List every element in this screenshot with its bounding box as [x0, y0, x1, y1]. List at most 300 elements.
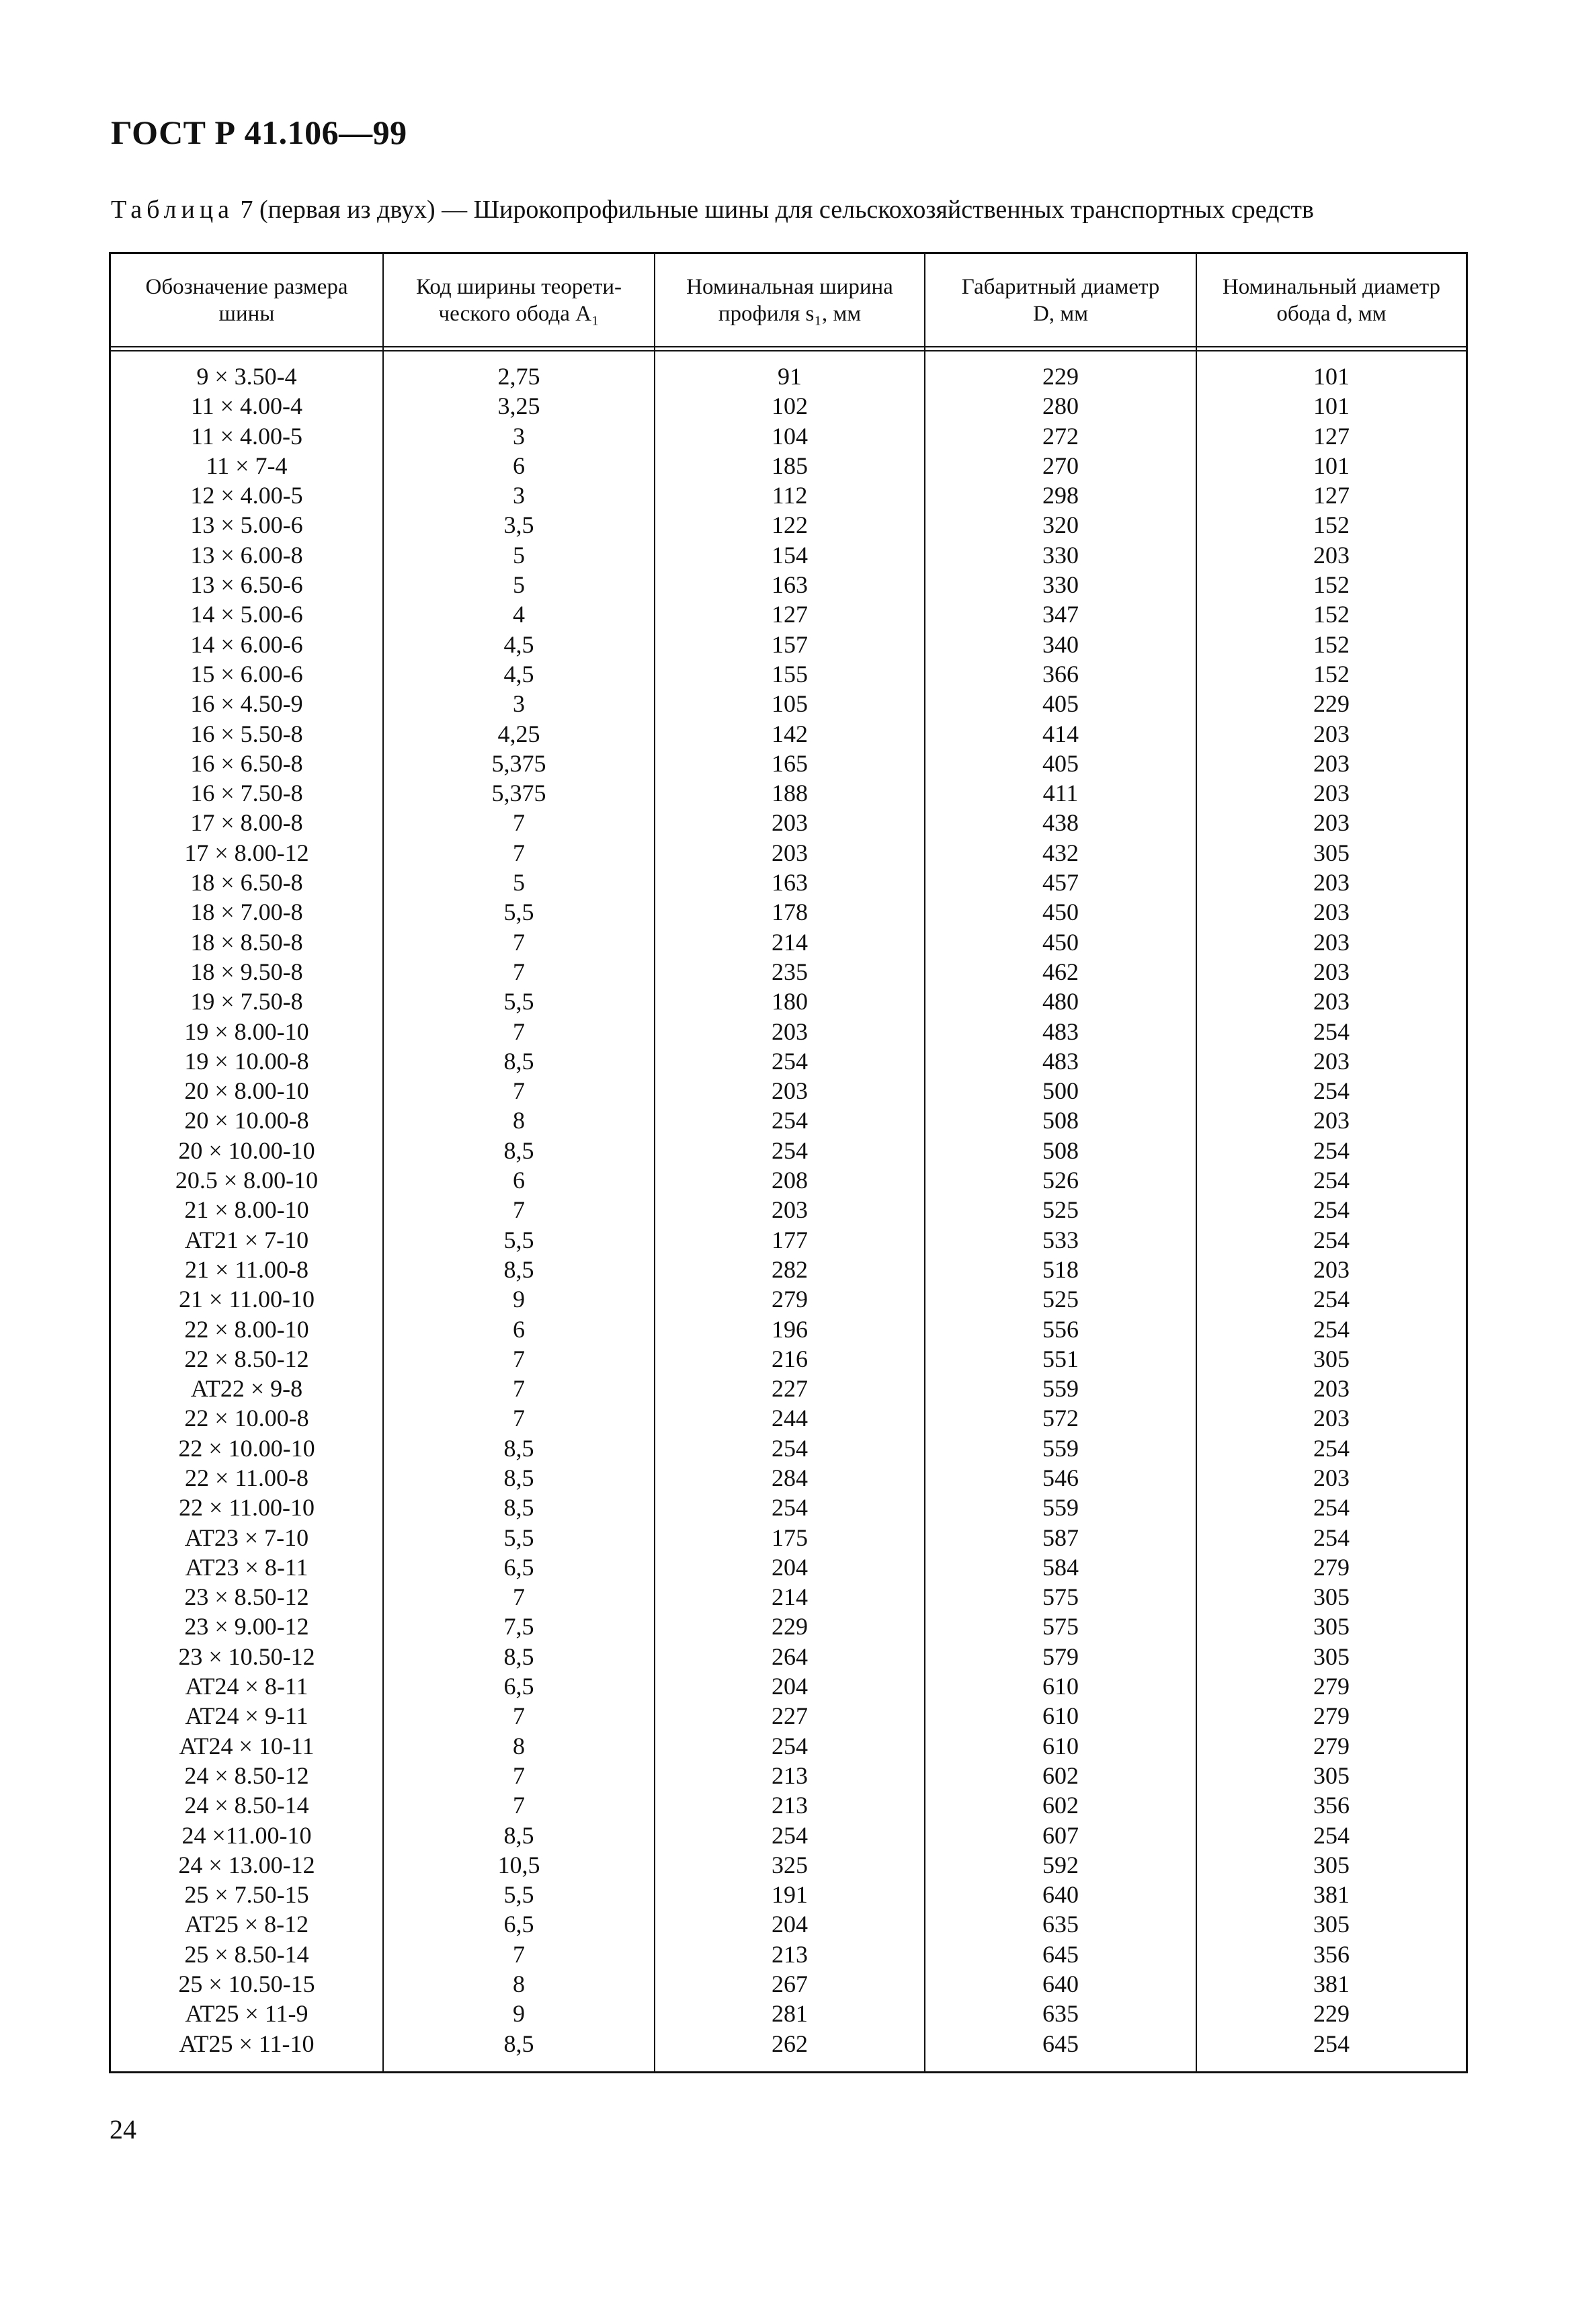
- rim-width-code-cell: 7: [513, 1018, 525, 1045]
- rim-width-code-cell: 6: [513, 1315, 525, 1343]
- size-designation-cell: AT25 × 11-10: [179, 2030, 315, 2057]
- table-row: [111, 510, 1466, 540]
- rim-diameter-cell: 203: [1313, 749, 1350, 777]
- rim-diameter-cell: 254: [1313, 1494, 1350, 1522]
- size-designation-cell: AT24 × 10-11: [179, 1732, 315, 1759]
- size-designation-cell: 13 × 6.50-6: [190, 571, 303, 599]
- rim-width-code-cell: 7: [513, 1077, 525, 1105]
- overall-diameter-cell: 525: [1042, 1286, 1079, 1313]
- section-width-cell: 91: [778, 363, 802, 390]
- column-header-section-width: Номинальная ширина профиля s₁, мм: [686, 274, 893, 326]
- table-row: [111, 1165, 1466, 1195]
- rim-diameter-cell: 305: [1313, 1613, 1350, 1641]
- table-row: [111, 1642, 1466, 1671]
- rim-width-code-cell: 8: [513, 1732, 525, 1759]
- rim-diameter-cell: 254: [1313, 1136, 1350, 1164]
- rim-diameter-cell: 305: [1313, 1583, 1350, 1611]
- rim-width-code-cell: 3: [513, 690, 525, 718]
- section-width-cell: 216: [772, 1345, 808, 1372]
- overall-diameter-cell: 579: [1042, 1643, 1079, 1670]
- rim-diameter-cell: 279: [1313, 1673, 1350, 1700]
- section-width-cell: 227: [772, 1702, 808, 1730]
- size-designation-cell: 24 × 8.50-12: [184, 1761, 309, 1789]
- rim-diameter-cell: 279: [1313, 1553, 1350, 1581]
- table-row: [111, 451, 1466, 481]
- table-row: [111, 1374, 1466, 1403]
- overall-diameter-cell: 575: [1042, 1583, 1079, 1611]
- table-row: [111, 1315, 1466, 1344]
- size-designation-cell: AT22 × 9-8: [190, 1375, 303, 1403]
- overall-diameter-cell: 450: [1042, 928, 1079, 956]
- rim-width-code-cell: 8,5: [503, 1643, 534, 1670]
- section-width-cell: 254: [772, 1136, 808, 1164]
- overall-diameter-cell: 610: [1042, 1702, 1079, 1730]
- overall-diameter-cell: 602: [1042, 1761, 1079, 1789]
- size-designation-cell: AT23 × 7-10: [184, 1524, 309, 1551]
- rim-diameter-cell: 203: [1313, 899, 1350, 926]
- section-width-cell: 214: [772, 928, 808, 956]
- section-width-cell: 254: [772, 1732, 808, 1759]
- size-designation-cell: 24 ×11.00-10: [181, 1821, 312, 1849]
- section-width-cell: 154: [772, 541, 808, 569]
- overall-diameter-cell: 584: [1042, 1553, 1079, 1581]
- table-row: [111, 1880, 1466, 1909]
- table-row: [111, 1821, 1466, 1850]
- overall-diameter-cell: 280: [1042, 392, 1079, 420]
- rim-diameter-cell: 203: [1313, 1375, 1350, 1403]
- table-row: [111, 1434, 1466, 1463]
- size-designation-cell: 20 × 10.00-8: [184, 1107, 309, 1134]
- overall-diameter-cell: 572: [1042, 1405, 1079, 1432]
- size-designation-cell: 18 × 6.50-8: [190, 869, 303, 897]
- column-header-size-designation: Обозначение размера шины: [145, 274, 348, 326]
- rim-width-code-cell: 6,5: [503, 1553, 534, 1581]
- rim-diameter-cell: 127: [1313, 482, 1350, 509]
- table-row: [111, 1671, 1466, 1701]
- rim-diameter-cell: 279: [1313, 1732, 1350, 1759]
- section-width-cell: 203: [772, 809, 808, 837]
- table-row: [111, 1076, 1466, 1106]
- overall-diameter-cell: 610: [1042, 1673, 1079, 1700]
- rim-width-code-cell: 7: [513, 1940, 525, 1968]
- rim-width-code-cell: 7: [513, 1196, 525, 1224]
- header-separator: [111, 346, 1466, 351]
- size-designation-cell: AT24 × 9-11: [185, 1702, 308, 1730]
- size-designation-cell: 13 × 6.00-8: [190, 541, 303, 569]
- section-width-cell: 180: [772, 988, 808, 1015]
- rim-width-code-cell: 8,5: [503, 1821, 534, 1849]
- size-designation-cell: 18 × 7.00-8: [190, 899, 303, 926]
- section-width-cell: 196: [772, 1315, 808, 1343]
- size-designation-cell: 23 × 9.00-12: [184, 1613, 309, 1641]
- section-width-cell: 229: [772, 1613, 808, 1641]
- size-designation-cell: 22 × 10.00-8: [184, 1405, 309, 1432]
- table-row: [111, 1106, 1466, 1135]
- rim-diameter-cell: 254: [1313, 1315, 1350, 1343]
- size-designation-cell: 23 × 10.50-12: [178, 1643, 315, 1670]
- rim-diameter-cell: 254: [1313, 1286, 1350, 1313]
- overall-diameter-cell: 559: [1042, 1494, 1079, 1522]
- rim-diameter-cell: 254: [1313, 1018, 1350, 1045]
- size-designation-cell: AT21 × 7-10: [184, 1226, 309, 1253]
- table-row: [111, 1523, 1466, 1552]
- size-designation-cell: 20 × 8.00-10: [184, 1077, 309, 1105]
- rim-diameter-cell: 152: [1313, 660, 1350, 688]
- rim-diameter-cell: 203: [1313, 988, 1350, 1015]
- rim-width-code-cell: 8,5: [503, 1255, 534, 1283]
- rim-width-code-cell: 7: [513, 1375, 525, 1403]
- table-row: [111, 1731, 1466, 1761]
- size-designation-cell: 19 × 7.50-8: [190, 988, 303, 1015]
- rim-diameter-cell: 381: [1313, 1881, 1350, 1909]
- rim-diameter-cell: 203: [1313, 1405, 1350, 1432]
- overall-diameter-cell: 298: [1042, 482, 1079, 509]
- rim-diameter-cell: 101: [1313, 452, 1350, 479]
- size-designation-cell: 22 × 10.00-10: [178, 1434, 315, 1462]
- overall-diameter-cell: 438: [1042, 809, 1079, 837]
- overall-diameter-cell: 366: [1042, 660, 1079, 688]
- rim-diameter-cell: 152: [1313, 571, 1350, 599]
- section-width-cell: 254: [772, 1494, 808, 1522]
- rim-diameter-cell: 254: [1313, 1196, 1350, 1224]
- rim-width-code-cell: 3: [513, 422, 525, 450]
- table-row: [111, 1552, 1466, 1582]
- table-row: [111, 897, 1466, 927]
- overall-diameter-cell: 483: [1042, 1047, 1079, 1075]
- caption-number: 7: [240, 196, 253, 224]
- size-designation-cell: 17 × 8.00-12: [184, 839, 309, 866]
- table-row: [111, 2029, 1466, 2059]
- table-row: [111, 481, 1466, 510]
- rim-width-code-cell: 4,25: [497, 720, 540, 747]
- size-designation-cell: 19 × 8.00-10: [184, 1018, 309, 1045]
- rim-width-code-cell: 4,5: [503, 660, 534, 688]
- overall-diameter-cell: 330: [1042, 571, 1079, 599]
- section-width-cell: 213: [772, 1940, 808, 1968]
- rim-diameter-cell: 229: [1313, 2000, 1350, 2028]
- column-header-overall-diameter: Габаритный диаметр D, мм: [961, 274, 1160, 326]
- overall-diameter-cell: 525: [1042, 1196, 1079, 1224]
- rim-width-code-cell: 5,375: [491, 780, 546, 807]
- rim-diameter-cell: 254: [1313, 1434, 1350, 1462]
- section-width-cell: 104: [772, 422, 808, 450]
- rim-diameter-cell: 203: [1313, 958, 1350, 985]
- table-row: [111, 1463, 1466, 1493]
- size-designation-cell: 11 × 4.00-5: [191, 422, 302, 450]
- overall-diameter-cell: 556: [1042, 1315, 1079, 1343]
- section-width-cell: 325: [772, 1851, 808, 1878]
- rim-diameter-cell: 305: [1313, 1643, 1350, 1670]
- overall-diameter-cell: 640: [1042, 1881, 1079, 1909]
- overall-diameter-cell: 559: [1042, 1375, 1079, 1403]
- document-code: ГОСТ Р 41.106—99: [111, 114, 407, 151]
- table-row: [111, 1701, 1466, 1731]
- section-width-cell: 214: [772, 1583, 808, 1611]
- table-row: [111, 1255, 1466, 1284]
- table-row: [111, 421, 1466, 451]
- section-width-cell: 163: [772, 869, 808, 897]
- rim-diameter-cell: 381: [1313, 1970, 1350, 1998]
- section-width-cell: 112: [772, 482, 808, 509]
- table-row: [111, 1761, 1466, 1790]
- size-designation-cell: 20 × 10.00-10: [178, 1136, 315, 1164]
- rim-diameter-cell: 305: [1313, 1851, 1350, 1878]
- rim-diameter-cell: 254: [1313, 2030, 1350, 2057]
- section-width-cell: 264: [772, 1643, 808, 1670]
- overall-diameter-cell: 587: [1042, 1524, 1079, 1551]
- overall-diameter-cell: 414: [1042, 720, 1079, 747]
- rim-diameter-cell: 254: [1313, 1167, 1350, 1194]
- size-designation-cell: 11 × 7-4: [206, 452, 288, 479]
- table-row: [111, 659, 1466, 689]
- rim-width-code-cell: 5,375: [491, 749, 546, 777]
- overall-diameter-cell: 526: [1042, 1167, 1079, 1194]
- rim-width-code-cell: 9: [513, 2000, 525, 2028]
- section-width-cell: 208: [772, 1167, 808, 1194]
- rim-width-code-cell: 3,25: [497, 392, 540, 420]
- rim-diameter-cell: 305: [1313, 1911, 1350, 1938]
- rim-diameter-cell: 152: [1313, 511, 1350, 539]
- rim-width-code-cell: 4: [513, 601, 525, 628]
- section-width-cell: 203: [772, 1077, 808, 1105]
- size-designation-cell: 16 × 6.50-8: [190, 749, 303, 777]
- table-row: [111, 1999, 1466, 2028]
- section-width-cell: 254: [772, 1434, 808, 1462]
- overall-diameter-cell: 645: [1042, 2030, 1079, 2057]
- section-width-cell: 279: [772, 1286, 808, 1313]
- section-width-cell: 105: [772, 690, 808, 718]
- rim-width-code-cell: 10,5: [497, 1851, 540, 1878]
- size-designation-cell: 17 × 8.00-8: [190, 809, 303, 837]
- table-body: [111, 362, 1466, 2059]
- rim-width-code-cell: 5: [513, 869, 525, 897]
- size-designation-cell: 24 × 8.50-14: [184, 1792, 309, 1819]
- overall-diameter-cell: 340: [1042, 630, 1079, 658]
- rim-diameter-cell: 279: [1313, 1702, 1350, 1730]
- table-row: [111, 599, 1466, 629]
- section-width-cell: 188: [772, 780, 808, 807]
- rim-width-code-cell: 5: [513, 541, 525, 569]
- overall-diameter-cell: 635: [1042, 2000, 1079, 2028]
- rim-diameter-cell: 305: [1313, 1761, 1350, 1789]
- table-row: [111, 630, 1466, 659]
- size-designation-cell: 22 × 11.00-8: [185, 1464, 308, 1491]
- section-width-cell: 227: [772, 1375, 808, 1403]
- rim-diameter-cell: 356: [1313, 1792, 1350, 1819]
- section-width-cell: 203: [772, 1196, 808, 1224]
- rim-width-code-cell: 7: [513, 928, 525, 956]
- overall-diameter-cell: 330: [1042, 541, 1079, 569]
- rim-width-code-cell: 8,5: [503, 1494, 534, 1522]
- overall-diameter-cell: 462: [1042, 958, 1079, 985]
- rim-width-code-cell: 5,5: [503, 1524, 534, 1551]
- table-row: [111, 1940, 1466, 1969]
- overall-diameter-cell: 518: [1042, 1255, 1079, 1283]
- rim-width-code-cell: 9: [513, 1286, 525, 1313]
- table-row: [111, 1790, 1466, 1820]
- rim-width-code-cell: 5: [513, 571, 525, 599]
- table-row: [111, 749, 1466, 778]
- overall-diameter-cell: 533: [1042, 1226, 1079, 1253]
- table-row: [111, 362, 1466, 391]
- rim-diameter-cell: 203: [1313, 780, 1350, 807]
- section-width-cell: 163: [772, 571, 808, 599]
- overall-diameter-cell: 610: [1042, 1732, 1079, 1759]
- rim-diameter-cell: 152: [1313, 630, 1350, 658]
- table-row: [111, 927, 1466, 957]
- size-designation-cell: 18 × 9.50-8: [190, 958, 303, 985]
- overall-diameter-cell: 559: [1042, 1434, 1079, 1462]
- rim-width-code-cell: 6: [513, 452, 525, 479]
- size-designation-cell: 23 × 8.50-12: [184, 1583, 309, 1611]
- size-designation-cell: 21 × 8.00-10: [184, 1196, 309, 1224]
- size-designation-cell: 21 × 11.00-10: [179, 1286, 315, 1313]
- overall-diameter-cell: 592: [1042, 1851, 1079, 1878]
- size-designation-cell: 12 × 4.00-5: [190, 482, 303, 509]
- rim-width-code-cell: 7: [513, 1761, 525, 1789]
- rim-diameter-cell: 203: [1313, 1464, 1350, 1491]
- rim-diameter-cell: 356: [1313, 1940, 1350, 1968]
- table-row: [111, 719, 1466, 749]
- rim-width-code-cell: 6,5: [503, 1673, 534, 1700]
- section-width-cell: 281: [772, 2000, 808, 2028]
- rim-diameter-cell: 254: [1313, 1821, 1350, 1849]
- table-row: [111, 1046, 1466, 1076]
- section-width-cell: 244: [772, 1405, 808, 1432]
- section-width-cell: 254: [772, 1821, 808, 1849]
- table-caption: [111, 195, 1482, 224]
- overall-diameter-cell: 411: [1042, 780, 1079, 807]
- size-designation-cell: 9 × 3.50-4: [196, 363, 297, 390]
- rim-width-code-cell: 8,5: [503, 1047, 534, 1075]
- overall-diameter-cell: 405: [1042, 749, 1079, 777]
- table-row: [111, 987, 1466, 1016]
- size-designation-cell: 19 × 10.00-8: [184, 1047, 309, 1075]
- section-width-cell: 267: [772, 1970, 808, 1998]
- size-designation-cell: 16 × 4.50-9: [190, 690, 303, 718]
- table-row: [111, 1850, 1466, 1880]
- section-width-cell: 254: [772, 1047, 808, 1075]
- size-designation-cell: AT25 × 11-9: [185, 2000, 308, 2028]
- rim-width-code-cell: 5,5: [503, 1226, 534, 1253]
- column-header-rim-diameter: Номинальный диаметр обода d, мм: [1222, 274, 1441, 326]
- section-width-cell: 262: [772, 2030, 808, 2057]
- rim-diameter-cell: 203: [1313, 869, 1350, 897]
- column-header-rim-width-code: Код ширины теорети- ческого обода A₁: [415, 274, 622, 326]
- rim-width-code-cell: 7: [513, 958, 525, 985]
- size-designation-cell: 16 × 5.50-8: [190, 720, 303, 747]
- table-row: [111, 540, 1466, 570]
- rim-diameter-cell: 254: [1313, 1524, 1350, 1551]
- overall-diameter-cell: 575: [1042, 1613, 1079, 1641]
- rim-width-code-cell: 8,5: [503, 1136, 534, 1164]
- rim-diameter-cell: 254: [1313, 1226, 1350, 1253]
- size-designation-cell: 15 × 6.00-6: [190, 660, 303, 688]
- table-row: [111, 1136, 1466, 1165]
- table-row: [111, 868, 1466, 897]
- section-width-cell: 204: [772, 1673, 808, 1700]
- table-row: [111, 1582, 1466, 1612]
- overall-diameter-cell: 640: [1042, 1970, 1079, 1998]
- section-width-cell: 177: [772, 1226, 808, 1253]
- rim-width-code-cell: 3: [513, 482, 525, 509]
- overall-diameter-cell: 272: [1042, 422, 1079, 450]
- table-row: [111, 391, 1466, 421]
- rim-width-code-cell: 6,5: [503, 1911, 534, 1938]
- section-width-cell: 142: [772, 720, 808, 747]
- overall-diameter-cell: 320: [1042, 511, 1079, 539]
- table-row: [111, 1344, 1466, 1374]
- table-row: [111, 1909, 1466, 1939]
- tire-size-table: [109, 252, 1468, 2073]
- size-designation-cell: 24 × 13.00-12: [178, 1851, 315, 1878]
- section-width-cell: 203: [772, 1018, 808, 1045]
- overall-diameter-cell: 347: [1042, 601, 1079, 628]
- rim-diameter-cell: 254: [1313, 1077, 1350, 1105]
- rim-diameter-cell: 203: [1313, 1047, 1350, 1075]
- table-row: [111, 689, 1466, 718]
- size-designation-cell: 22 × 8.50-12: [184, 1345, 309, 1372]
- size-designation-cell: 21 × 11.00-8: [185, 1255, 308, 1283]
- overall-diameter-cell: 607: [1042, 1821, 1079, 1849]
- overall-diameter-cell: 508: [1042, 1136, 1079, 1164]
- section-width-cell: 178: [772, 899, 808, 926]
- rim-diameter-cell: 203: [1313, 720, 1350, 747]
- page-number: 24: [110, 2114, 136, 2145]
- overall-diameter-cell: 551: [1042, 1345, 1079, 1372]
- section-width-cell: 213: [772, 1761, 808, 1789]
- rim-width-code-cell: 4,5: [503, 630, 534, 658]
- size-designation-cell: AT25 × 8-12: [184, 1911, 309, 1938]
- size-designation-cell: 22 × 8.00-10: [184, 1315, 309, 1343]
- rim-diameter-cell: 305: [1313, 1345, 1350, 1372]
- table-row: [111, 1195, 1466, 1225]
- section-width-cell: 165: [772, 749, 808, 777]
- overall-diameter-cell: 270: [1042, 452, 1079, 479]
- size-designation-cell: AT23 × 8-11: [185, 1553, 308, 1581]
- rim-diameter-cell: 203: [1313, 809, 1350, 837]
- rim-width-code-cell: 8: [513, 1970, 525, 1998]
- size-designation-cell: 14 × 5.00-6: [190, 601, 303, 628]
- overall-diameter-cell: 405: [1042, 690, 1079, 718]
- section-width-cell: 155: [772, 660, 808, 688]
- overall-diameter-cell: 450: [1042, 899, 1079, 926]
- rim-width-code-cell: 7: [513, 1583, 525, 1611]
- rim-width-code-cell: 5,5: [503, 988, 534, 1015]
- rim-width-code-cell: 7: [513, 1702, 525, 1730]
- rim-diameter-cell: 152: [1313, 601, 1350, 628]
- section-width-cell: 284: [772, 1464, 808, 1491]
- section-width-cell: 204: [772, 1911, 808, 1938]
- rim-width-code-cell: 7: [513, 839, 525, 866]
- caption-label: Таблица: [111, 196, 235, 224]
- section-width-cell: 122: [772, 511, 808, 539]
- table-row: [111, 838, 1466, 868]
- size-designation-cell: 25 × 10.50-15: [178, 1970, 315, 1998]
- rim-width-code-cell: 8,5: [503, 1434, 534, 1462]
- rim-diameter-cell: 203: [1313, 928, 1350, 956]
- section-width-cell: 213: [772, 1792, 808, 1819]
- table-row: [111, 1225, 1466, 1255]
- rim-width-code-cell: 3,5: [503, 511, 534, 539]
- rim-width-code-cell: 2,75: [497, 363, 540, 390]
- table-row: [111, 1612, 1466, 1641]
- overall-diameter-cell: 483: [1042, 1018, 1079, 1045]
- section-width-cell: 127: [772, 601, 808, 628]
- table-row: [111, 957, 1466, 987]
- table-row: [111, 1403, 1466, 1433]
- table-row: [111, 1017, 1466, 1046]
